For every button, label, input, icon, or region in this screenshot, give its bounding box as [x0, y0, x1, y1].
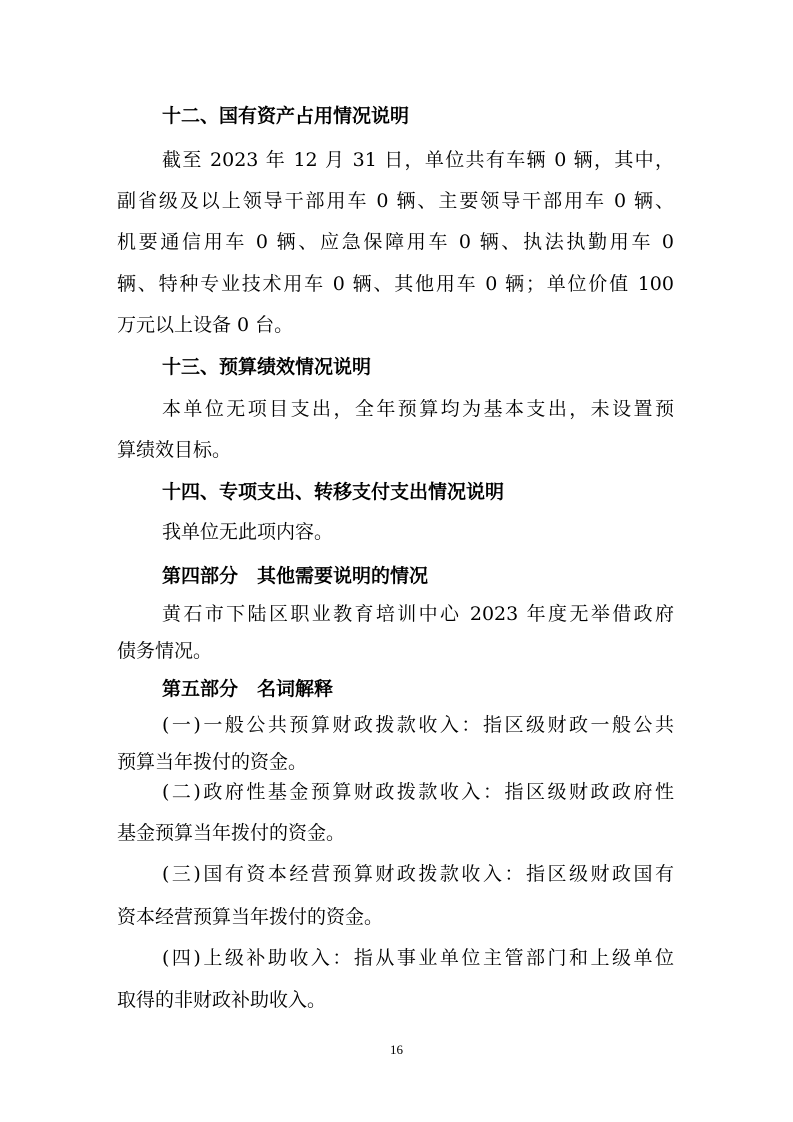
part-heading-4: 第四部分 其他需要说明的情况	[162, 565, 429, 587]
page-number: 16	[390, 1042, 403, 1057]
paragraph-line: 副省级及以上领导干部用车 0 辆、主要领导干部用车 0 辆、	[117, 190, 674, 212]
paragraph-line: 机要通信用车 0 辆、应急保障用车 0 辆、执法执勤用车 0	[117, 231, 674, 253]
definition-line: 预算当年拨付的资金。	[117, 751, 308, 773]
definition-line: (一)一般公共预算财政拨款收入：指区级财政一般公共	[162, 714, 674, 736]
paragraph-line: 截至 2023 年 12 月 31 日，单位共有车辆 0 辆，其中，	[162, 149, 674, 171]
definition-line: (三)国有资本经营预算财政拨款收入：指区级财政国有	[162, 863, 674, 885]
paragraph-line: 债务情况。	[117, 640, 213, 662]
definition-line: 取得的非财政补助收入。	[117, 989, 327, 1011]
paragraph-line: 本单位无项目支出，全年预算均为基本支出，未设置预	[162, 398, 674, 420]
paragraph-line: 辆、特种专业技术用车 0 辆、其他用车 0 辆；单位价值 100	[117, 273, 674, 295]
definition-line: (二)政府性基金预算财政拨款收入：指区级财政政府性	[162, 781, 674, 803]
paragraph-line: 算绩效目标。	[117, 439, 232, 461]
part-heading-5: 第五部分 名词解释	[162, 678, 334, 700]
definition-line: 资本经营预算当年拨付的资金。	[117, 906, 384, 928]
section-heading-12: 十二、国有资产占用情况说明	[162, 105, 410, 127]
paragraph-line: 黄石市下陆区职业教育培训中心 2023 年度无举借政府	[162, 603, 674, 625]
paragraph-line: 万元以上设备 0 台。	[117, 314, 294, 336]
definition-line: (四)上级补助收入：指从事业单位主管部门和上级单位	[162, 947, 674, 969]
section-heading-14: 十四、专项支出、转移支付支出情况说明	[162, 481, 505, 503]
paragraph-line: 我单位无此项内容。	[162, 521, 334, 543]
section-heading-13: 十三、预算绩效情况说明	[162, 356, 372, 378]
definition-line: 基金预算当年拨付的资金。	[117, 822, 346, 844]
